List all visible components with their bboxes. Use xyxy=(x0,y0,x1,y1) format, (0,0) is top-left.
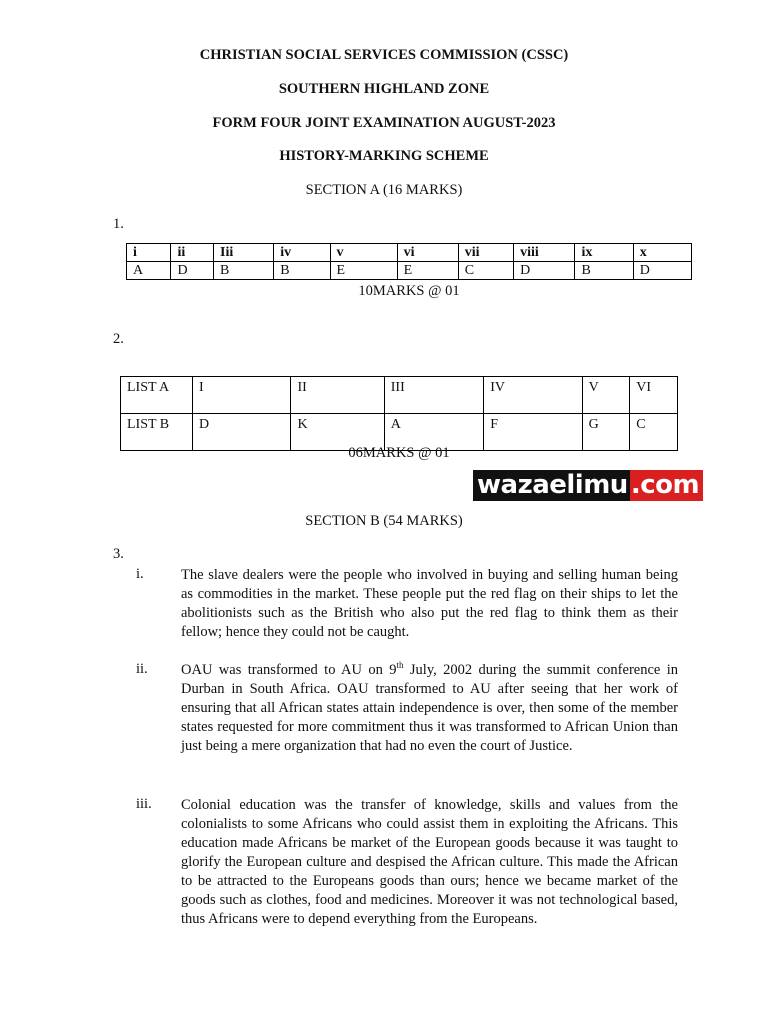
table-cell: v xyxy=(330,244,397,262)
paragraph-text: OAU was transformed to AU on 9 xyxy=(181,662,397,678)
table-cell: A xyxy=(384,414,483,451)
table-cell: i xyxy=(127,244,171,262)
superscript: th xyxy=(396,660,404,671)
table-cell: E xyxy=(397,262,458,280)
question-3-number: 3. xyxy=(113,546,124,562)
table-cell: IV xyxy=(484,377,582,414)
item-number: i. xyxy=(136,566,144,582)
table-cell: B xyxy=(575,262,633,280)
table-cell: C xyxy=(630,414,678,451)
question-2-marks: 06MARKS @ 01 xyxy=(348,445,450,461)
answer-paragraph xyxy=(181,661,678,756)
table-cell: LIST A xyxy=(121,377,193,414)
header-commission: CHRISTIAN SOCIAL SERVICES COMMISSION (CSSC) xyxy=(199,47,569,63)
table-row xyxy=(127,262,692,280)
question-2-number: 2. xyxy=(113,331,124,347)
table-cell: LIST B xyxy=(121,414,193,451)
watermark-part-1: wazaelimu xyxy=(473,470,630,501)
answer-paragraph: Colonial education was the transfer of knowledge, skills and values from the colonialists to some Africans who could assist them in exploiting the Africans. This education made Africans be market of the European goods because it was taught to glorify the European culture and despised the African culture. This made the African to be attracted to the Europeans goods than ours; hence we became market of the goods such as clothes, food and medicines. Moreover it was not technological based, thus Africans were to depend everything from the Europeans. xyxy=(181,797,678,927)
table-cell: D xyxy=(514,262,575,280)
table-cell: V xyxy=(582,377,630,414)
table-cell: D xyxy=(171,262,214,280)
paragraph-text: July, 2002 during the summit conference in Durban in South Africa. OAU transformed to AU after seeing that her work of ensuring that all African states attain independence is over, then some of the member states requested for more commitment thus it was transformed to African Union than just being a mere organization that had no even the court of Justice. xyxy=(181,662,678,754)
table-cell: B xyxy=(214,262,274,280)
header-scheme: HISTORY-MARKING SCHEME xyxy=(279,148,489,164)
header-zone: SOUTHERN HIGHLAND ZONE xyxy=(278,81,490,97)
table-cell: viii xyxy=(514,244,575,262)
question-1-number: 1. xyxy=(113,216,124,232)
table-cell: vii xyxy=(458,244,513,262)
table-cell: K xyxy=(291,414,384,451)
question-2-matching-table xyxy=(120,376,678,451)
table-row xyxy=(121,377,678,414)
item-number: iii. xyxy=(136,796,152,812)
table-cell: II xyxy=(291,377,384,414)
question-1-marks: 10MARKS @ 01 xyxy=(358,283,460,299)
item-number: ii. xyxy=(136,661,148,677)
table-cell: VI xyxy=(630,377,678,414)
table-cell: A xyxy=(127,262,171,280)
table-cell: vi xyxy=(397,244,458,262)
table-cell: D xyxy=(193,414,291,451)
table-cell: I xyxy=(193,377,291,414)
section-b-title: SECTION B (54 MARKS) xyxy=(305,513,463,529)
question-1-answer-table xyxy=(126,243,692,280)
table-cell: III xyxy=(384,377,483,414)
watermark-logo xyxy=(473,470,703,501)
table-row xyxy=(127,244,692,262)
table-cell: D xyxy=(633,262,691,280)
table-cell: iv xyxy=(274,244,330,262)
table-cell: ii xyxy=(171,244,214,262)
table-cell: E xyxy=(330,262,397,280)
table-cell: C xyxy=(458,262,513,280)
header-exam: FORM FOUR JOINT EXAMINATION AUGUST-2023 xyxy=(212,115,556,131)
watermark-part-2: .com xyxy=(630,470,703,501)
table-cell: ix xyxy=(575,244,633,262)
section-a-title: SECTION A (16 MARKS) xyxy=(305,182,463,198)
table-cell: x xyxy=(633,244,691,262)
table-cell: Iii xyxy=(214,244,274,262)
answer-paragraph: The slave dealers were the people who involved in buying and selling human being as commodities in the market. These people put the red flag on their ships to let the abolitionists such as the British who also put the red flag to think them as their fellow; hence they could not be caught. xyxy=(181,567,678,640)
table-cell: B xyxy=(274,262,330,280)
table-cell: G xyxy=(582,414,630,451)
table-cell: F xyxy=(484,414,582,451)
